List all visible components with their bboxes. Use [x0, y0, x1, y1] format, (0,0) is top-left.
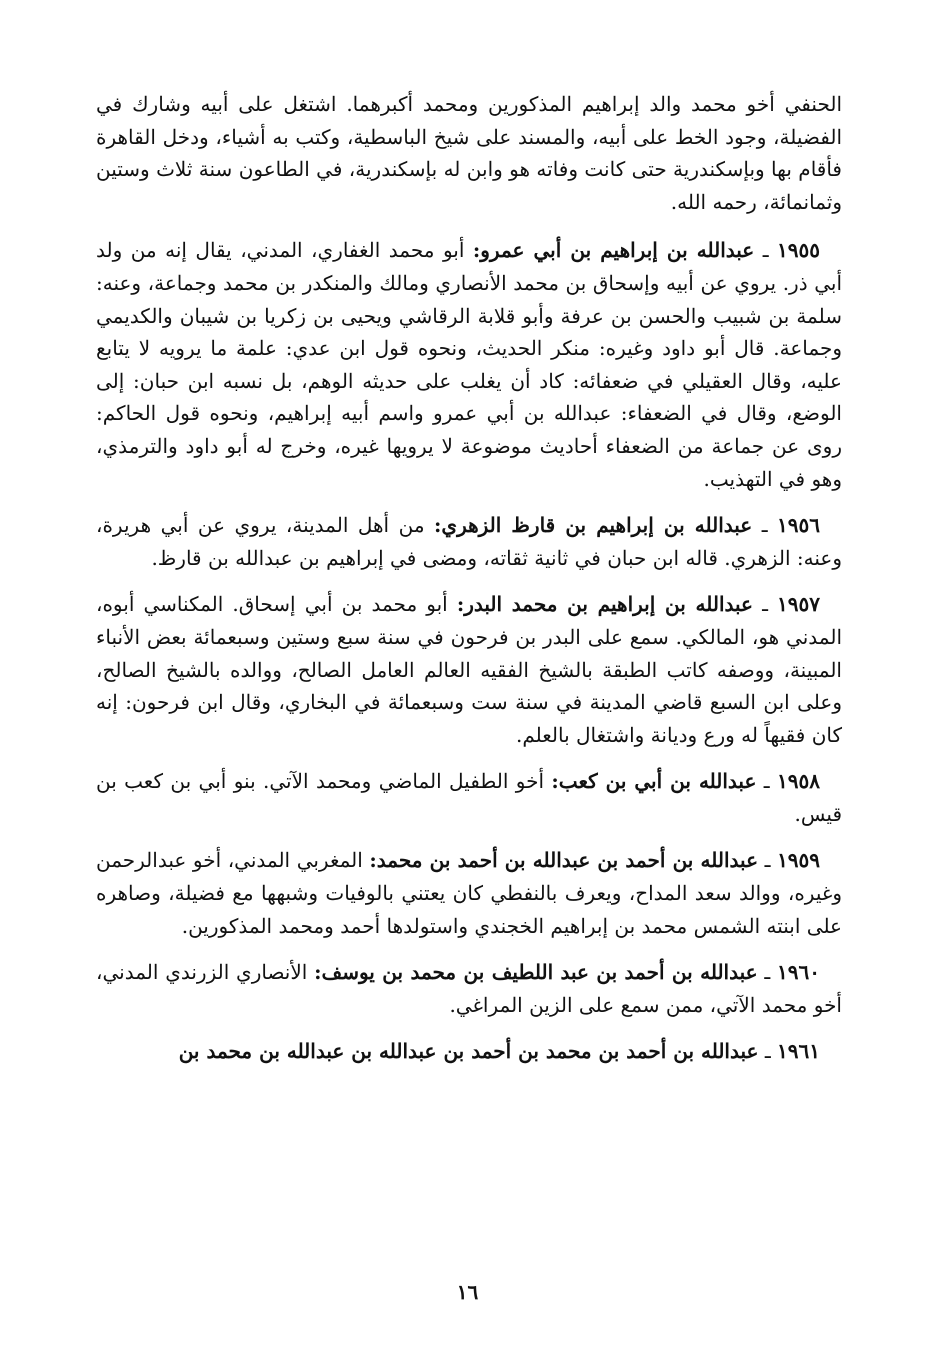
entry-name: عبدالله بن أحمد بن عبدالله بن أحمد بن محمد:: [369, 848, 759, 873]
entry-1960: [96, 956, 842, 1021]
continuation-text: الحنفي أخو محمد والد إبراهيم المذكورين ومحمد أكبرهما. اشتغل على أبيه وشارك في الفضيلة، وجود الخط على أبيه، والمسند على شيخ الباسطية، وكتب به أشياء، ودخل القاهرة فأقام بها وبإسكندرية حتى كانت وفاته هو وابن له بإسكندرية، في الطاعون سنة ثلاث وستين وثمانمائة، رحمه الله.: [96, 92, 842, 214]
entry-dash: ـ: [762, 592, 768, 617]
entry-text: الأنصاري الزرندي المدني، أخو محمد الآتي، ممن سمع على الزين المراغي.: [96, 960, 842, 1017]
entry-number: ١٩٥٥: [777, 238, 820, 263]
entry-text: أخو الطفيل الماضي ومحمد الآتي. بنو أبي بن كعب بن قيس.: [96, 769, 842, 826]
entry-name: عبدالله بن أحمد بن عبد اللطيف بن محمد بن يوسف:: [314, 960, 758, 985]
entry-1961: [96, 1035, 842, 1068]
entry-1958: [96, 765, 842, 830]
entry-name: عبدالله بن أبي بن كعب:: [551, 769, 757, 794]
entry-name: عبدالله بن إبراهيم بن قارظ الزهري:: [434, 513, 753, 538]
entry-number: ١٩٦١: [777, 1039, 820, 1064]
entry-dash: ـ: [761, 513, 768, 538]
entry-dash: ـ: [762, 238, 769, 263]
book-page: [96, 88, 842, 1288]
entry-number: ١٩٦٠: [777, 960, 821, 985]
entry-dash: ـ: [763, 769, 770, 794]
entry-1955: [96, 234, 842, 495]
page-number: ١٦: [456, 1280, 479, 1304]
entry-number: ١٩٥٦: [777, 513, 821, 538]
entry-1956: [96, 509, 842, 574]
entry-number: ١٩٥٩: [777, 848, 821, 873]
entry-1959: [96, 844, 842, 942]
entry-dash: ـ: [764, 1039, 771, 1064]
entry-number: ١٩٥٨: [777, 769, 821, 794]
entry-name: عبدالله بن إبراهيم بن محمد البدر:: [456, 592, 753, 617]
entry-text: المغربي المدني، أخو عبدالرحمن وغيره، ووالد سعد المداح، ويعرف بالنفطي كان يعتني بالوفيات وشبهها مع فضيلة، وصاهره على ابنته الشمس محمد بن إبراهيم الخجندي واستولدها أحمد ومحمد المذكورين.: [96, 848, 842, 938]
entry-dash: ـ: [764, 848, 771, 873]
entry-text: من أهل المدينة، يروي عن أبي هريرة، وعنه: الزهري. قاله ابن حبان في ثانية ثقاته، ومضى في إبراهيم بن عبدالله بن قارظ.: [96, 513, 842, 570]
entry-text: أبو محمد بن أبي إسحاق. المكناسي أبوه، المدني هو، المالكي. سمع على البدر بن فرحون في سنة سبع وستين وسبعمائة بعض الأنباء المبينة، ووصفه كاتب الطبقة بالشيخ الفقيه العالم العامل الصالح، ووالده بالشيخ الصالح، وعلى ابن السبع قاضي المدينة في سنة ست وسبعمائة في البخاري، وقال ابن فرحون: إنه كان فقيهاً له ورع وديانة واشتغال بالعلم.: [96, 592, 842, 747]
entry-number: ١٩٥٧: [777, 592, 821, 617]
entry-1957: [96, 588, 842, 751]
entry-name: عبدالله بن أحمد بن محمد بن أحمد بن عبدالله بن عبدالله بن محمد بن: [178, 1039, 759, 1064]
continuation-paragraph: [96, 88, 842, 218]
entry-name: عبدالله بن إبراهيم بن أبي عمرو:: [472, 238, 755, 263]
entry-text: أبو محمد الغفاري، المدني، يقال إنه من ولد أبي ذر. يروي عن أبيه وإسحاق بن محمد الأنصاري ومالك والمنكدر بن محمد وجماعة، وعنه: سلمة بن شبيب والحسن بن عرفة وأبو قلابة الرقاشي ويحيى بن زكريا بن شيبان والكديمي وجماعة. قال أبو داود وغيره: منكر الحديث، ونحوه قول ابن عدي: علمة ما يرويه لا يتابع عليه، وقال العقيلي في ضعفائه: كاد أن يغلب على حديثه الوهم، بل نسبه ابن حبان: إلى الوضع، وقال في الضعفاء: عبدالله بن أبي عمرو واسم أبيه إبراهيم، ونحوه قول الحاكم: روى عن جماعة من الضعفاء أحاديث موضوعة لا يرويها غيره، وخرج له أبو داود والترمذي، وهو في التهذيب.: [96, 238, 842, 491]
entry-dash: ـ: [764, 960, 771, 985]
